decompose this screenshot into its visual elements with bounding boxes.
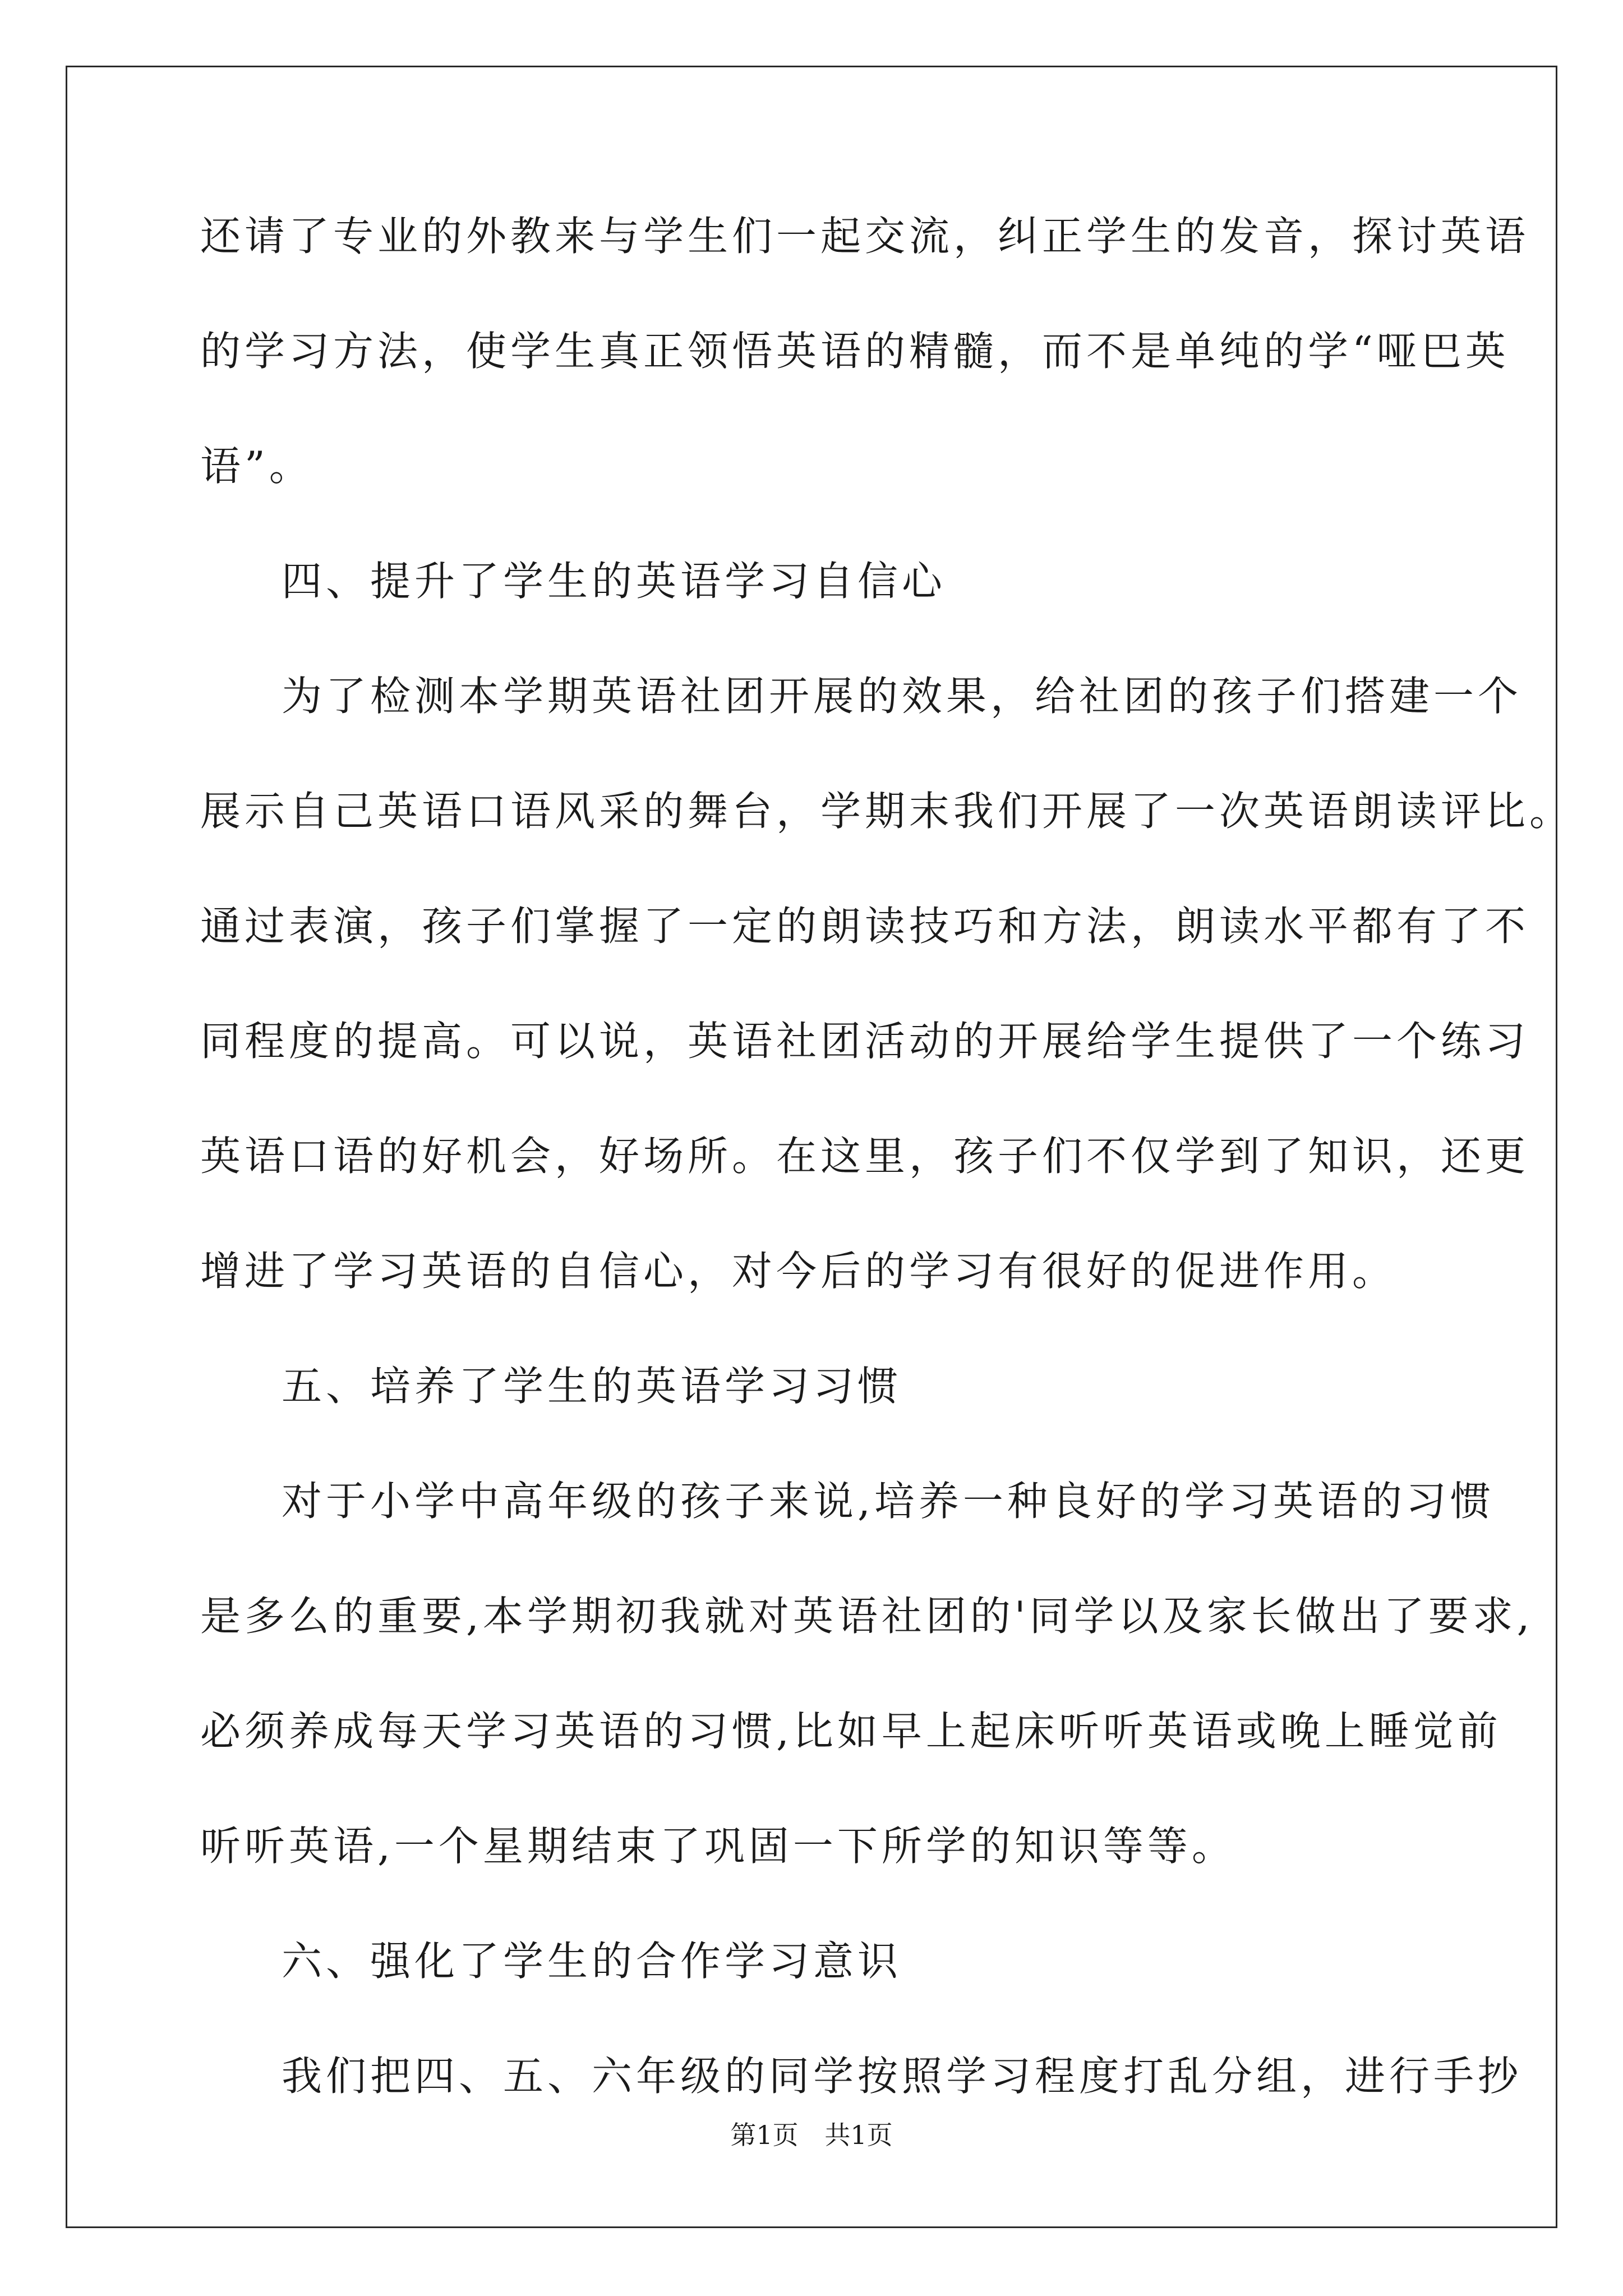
body-line: 展示自己英语口语风采的舞台，学期末我们开展了一次英语朗读评比。	[200, 788, 1574, 835]
body-line: 听听英语,一个星期结束了巩固一下所学的知识等等。	[200, 1823, 1236, 1870]
body-line: 还请了专业的外教来与学生们一起交流，纠正学生的发音，探讨英语	[200, 213, 1530, 260]
body-line: 英语口语的好机会，好场所。在这里，孩子们不仅学到了知识，还更	[200, 1133, 1530, 1180]
body-line: 同程度的提高。可以说，英语社团活动的开展给学生提供了一个练习	[200, 1018, 1530, 1065]
page-number-current: 第1页	[730, 2120, 799, 2150]
page-number-total: 共1页	[824, 2120, 893, 2150]
document-body	[200, 213, 1574, 2171]
body-line: 必须养成每天学习英语的习惯,比如早上起床听听英语或晚上睡觉前	[200, 1708, 1502, 1755]
page-footer	[0, 2122, 1623, 2148]
section-heading: 五、培养了学生的英语学习习惯	[282, 1363, 902, 1410]
body-line: 对于小学中高年级的孩子来说,培养一种良好的学习英语的习惯	[282, 1478, 1495, 1525]
body-line: 是多么的重要,本学期初我就对英语社团的'同学以及家长做出了要求,	[200, 1593, 1534, 1640]
body-line: 通过表演，孩子们掌握了一定的朗读技巧和方法，朗读水平都有了不	[200, 903, 1530, 950]
body-line: 语”。	[200, 443, 313, 490]
body-line: 我们把四、五、六年级的同学按照学习程度打乱分组，进行手抄	[282, 2053, 1523, 2100]
body-line: 的学习方法，使学生真正领悟英语的精髓，而不是单纯的学“哑巴英	[200, 328, 1510, 375]
section-heading: 四、提升了学生的英语学习自信心	[282, 558, 947, 605]
body-line: 增进了学习英语的自信心，对今后的学习有很好的促进作用。	[200, 1248, 1397, 1295]
section-heading: 六、强化了学生的合作学习意识	[282, 1938, 902, 1985]
body-line: 为了检测本学期英语社团开展的效果，给社团的孩子们搭建一个	[282, 673, 1523, 720]
